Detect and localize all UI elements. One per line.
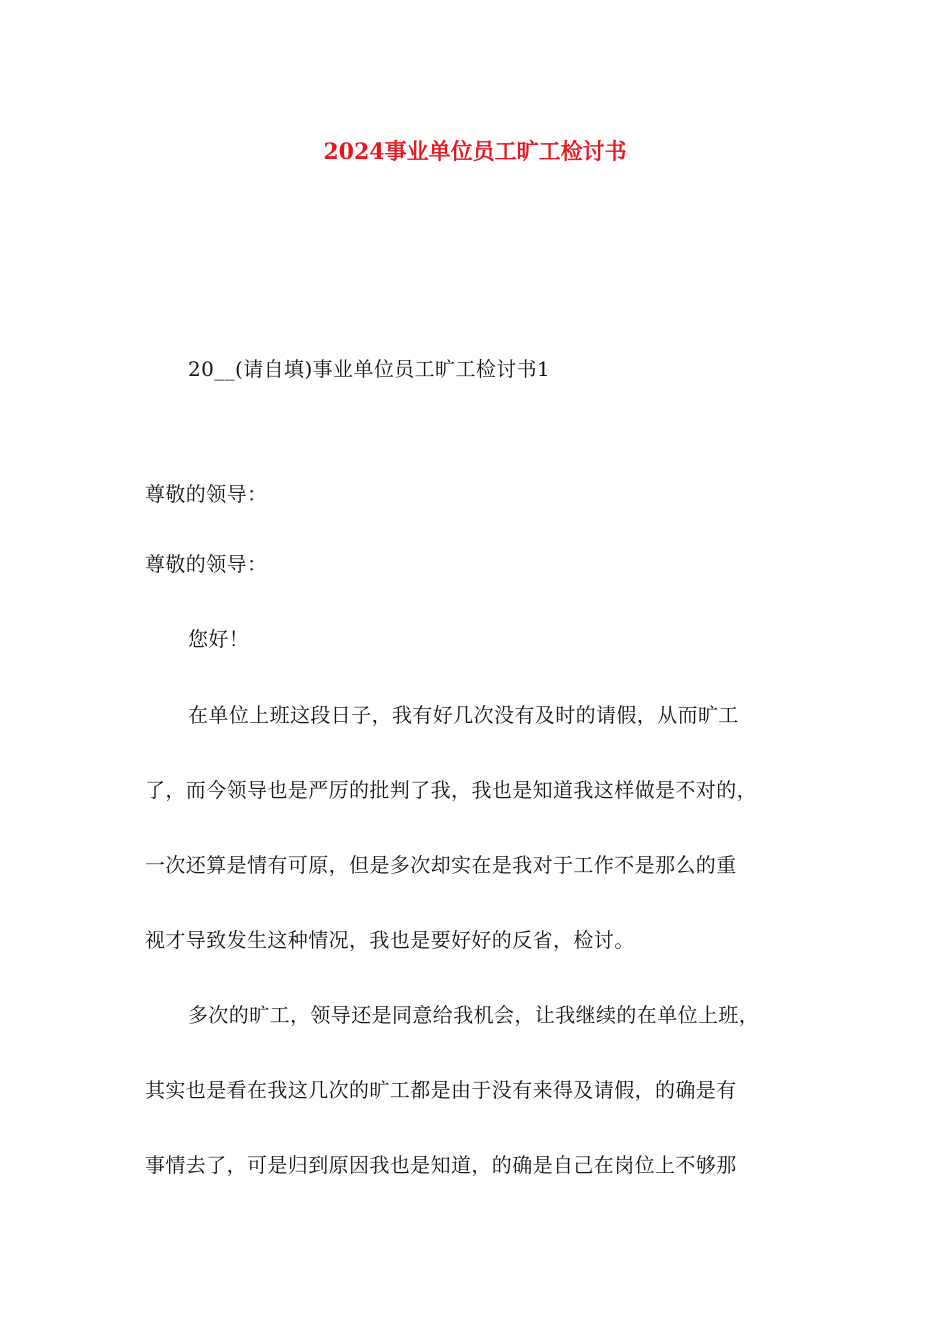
paragraph-2-line-2: 其实也是看在我这几次的旷工都是由于没有来得及请假，的确是有 (145, 1078, 737, 1102)
document-title: 2024事业单位员工旷工检讨书 (323, 139, 627, 165)
greeting-line: 您好！ (188, 627, 250, 651)
paragraph-1-line-1: 在单位上班这段日子，我有好几次没有及时的请假，从而旷工 (188, 703, 739, 727)
paragraph-2-line-3: 事情去了，可是归到原因我也是知道，的确是自己在岗位上不够那 (145, 1153, 737, 1177)
salutation-line: 尊敬的领导： (145, 482, 268, 506)
salutation-line-repeat: 尊敬的领导： (145, 552, 268, 576)
section-heading: 20__(请自填)事业单位员工旷工检讨书1 (188, 357, 551, 381)
paragraph-1-line-4: 视才导致发生这种情况，我也是要好好的反省，检讨。 (145, 928, 635, 952)
paragraph-2-line-1: 多次的旷工，领导还是同意给我机会，让我继续的在单位上班， (188, 1003, 760, 1027)
paragraph-1-line-2: 了，而今领导也是严厉的批判了我，我也是知道我这样做是不对的， (145, 778, 757, 802)
paragraph-1-line-3: 一次还算是情有可原，但是多次却实在是我对于工作不是那么的重 (145, 853, 737, 877)
